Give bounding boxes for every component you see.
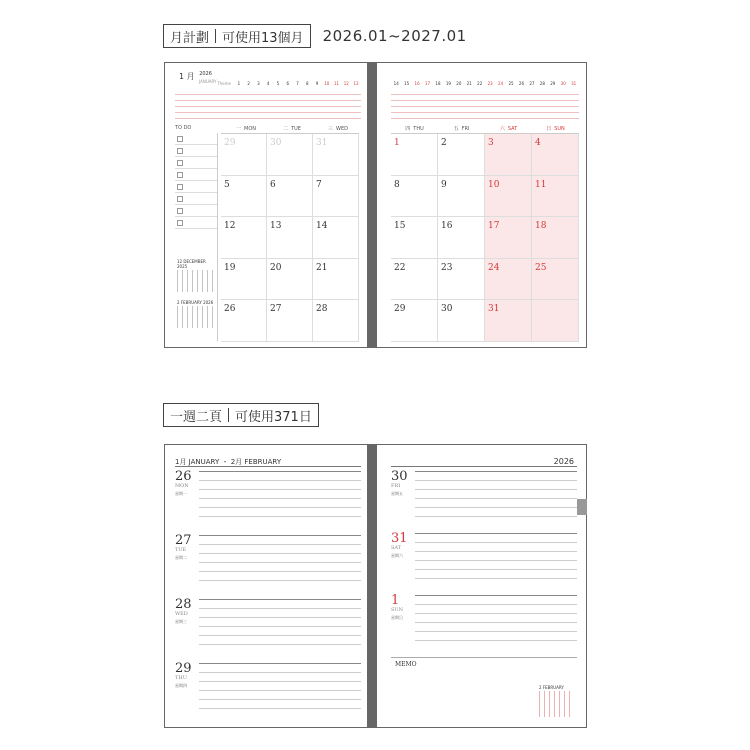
- calendar-day-cell[interactable]: [267, 176, 313, 218]
- weekly-day-en: FRI: [391, 483, 401, 489]
- label-separator: [215, 29, 216, 43]
- weekday-list: [223, 125, 361, 132]
- weekly-note-line: [199, 608, 361, 609]
- weekly-day-cn: 星期一: [175, 491, 187, 496]
- weekly-day-en: SUN: [391, 607, 404, 613]
- weekly-day-en: SAT: [391, 545, 402, 551]
- todo-row[interactable]: [175, 205, 217, 217]
- monthly-label-part2: 可使用13個月: [222, 30, 304, 46]
- weekly-note-line: [199, 562, 361, 563]
- weekly-header-rule-right: [391, 466, 577, 467]
- weekly-day-block[interactable]: [175, 661, 361, 721]
- calendar-day-cell[interactable]: [438, 176, 485, 218]
- day-number: 26: [224, 304, 236, 315]
- memo-label: MEMO: [395, 661, 417, 668]
- weekday-cn: 一: [235, 126, 241, 132]
- checkbox-icon[interactable]: [177, 220, 183, 226]
- tracker-day: 5: [276, 81, 280, 86]
- checkbox-icon[interactable]: [177, 196, 183, 202]
- weekly-label-part2: 可使用371日: [235, 409, 312, 425]
- weekday-cn: 四: [405, 126, 411, 132]
- calendar-day-cell[interactable]: [391, 176, 438, 218]
- day-number: 28: [316, 304, 328, 315]
- tracker-day: 4: [266, 81, 270, 86]
- weekly-note-line: [199, 681, 361, 682]
- day-number: 23: [441, 262, 453, 273]
- day-number: 20: [270, 262, 282, 273]
- day-number: 3: [488, 138, 494, 148]
- tracker-day: 23: [487, 81, 493, 86]
- day-number: 19: [224, 262, 236, 273]
- tracker-header: [175, 81, 361, 89]
- weekly-note-line: [415, 560, 577, 561]
- monthly-label-box: [163, 24, 311, 48]
- weekly-note-line: [199, 516, 361, 517]
- calendar-day-cell[interactable]: [485, 176, 532, 218]
- calendar-day-cell[interactable]: [221, 217, 267, 259]
- tracker-day: 30: [560, 81, 566, 86]
- calendar-day-cell[interactable]: [485, 259, 532, 301]
- weekly-note-line: [199, 544, 361, 545]
- weekly-month-header: 1月 JANUARY ・ 2月 FEBRUARY: [175, 458, 282, 466]
- calendar-day-cell[interactable]: [221, 259, 267, 301]
- todo-column: [175, 133, 218, 341]
- calendar-day-cell[interactable]: [485, 134, 532, 176]
- calendar-day-cell[interactable]: [267, 134, 313, 176]
- weekly-note-line: [415, 640, 577, 641]
- tracker-day: 24: [498, 81, 504, 86]
- weekly-day-number: 29: [175, 661, 192, 676]
- calendar-day-cell[interactable]: [313, 217, 359, 259]
- weekly-note-line: [415, 489, 577, 490]
- weekday-cn: 三: [328, 126, 334, 132]
- weekday-header: [438, 125, 485, 132]
- weekly-note-line: [199, 498, 361, 499]
- tracker-day: 20: [456, 81, 462, 86]
- tracker-day: 18: [435, 81, 441, 86]
- weekly-day-block[interactable]: [175, 597, 361, 657]
- calendar-day-cell[interactable]: [532, 217, 579, 259]
- checkbox-icon[interactable]: [177, 172, 183, 178]
- weekday-en: THU: [413, 125, 424, 132]
- weekly-day-number: 27: [175, 533, 192, 548]
- weekly-spine: [368, 444, 376, 728]
- calendar-day-cell[interactable]: [532, 134, 579, 176]
- tracker-day: 21: [466, 81, 472, 86]
- month-english: JANUARY: [199, 79, 217, 84]
- weekly-day-number: 26: [175, 469, 192, 484]
- tracker-day: 8: [305, 81, 309, 86]
- day-number: 22: [394, 262, 406, 273]
- todo-row[interactable]: [175, 133, 217, 145]
- tracker-day: 31: [571, 81, 577, 86]
- day-number: 31: [316, 138, 328, 148]
- tracker-day: 11: [333, 81, 340, 86]
- day-number: 14: [316, 221, 328, 232]
- calendar-day-cell[interactable]: [267, 300, 313, 342]
- weekly-note-line: [199, 672, 361, 673]
- weekly-note-line: [199, 507, 361, 508]
- todo-row[interactable]: [175, 181, 217, 193]
- habit-tracker-right: [391, 81, 579, 121]
- weekday-header: [532, 125, 579, 132]
- day-number: 16: [441, 221, 453, 232]
- weekly-note-line: [415, 480, 577, 481]
- mini-calendar-feb: [177, 300, 213, 328]
- day-number: 24: [488, 262, 500, 273]
- weekday-en: WED: [336, 125, 348, 132]
- weekly-note-line: [415, 507, 577, 508]
- weekly-note-line: [415, 595, 577, 596]
- calendar-day-cell[interactable]: [438, 217, 485, 259]
- weekly-day-block[interactable]: [391, 593, 577, 651]
- checkbox-icon[interactable]: [177, 160, 183, 166]
- day-number: 18: [535, 221, 547, 232]
- day-number: 31: [488, 304, 500, 315]
- mini-cal-feb-weekly-title: 2 FEBRUARY: [539, 685, 564, 690]
- weekly-day-cn: 星期三: [175, 619, 187, 624]
- calendar-day-cell[interactable]: [391, 217, 438, 259]
- day-number: 8: [394, 179, 400, 190]
- day-number: 29: [224, 138, 236, 148]
- mini-calendar-dec: [177, 259, 217, 292]
- weekday-en: SUN: [554, 125, 565, 132]
- calendar-day-cell[interactable]: [313, 300, 359, 342]
- weekday-en: SAT: [507, 125, 518, 132]
- weekly-note-line: [415, 516, 577, 517]
- weekly-day-cn: 星期二: [175, 555, 187, 560]
- calendar-day-cell[interactable]: [391, 259, 438, 301]
- tracker-day: 13: [353, 81, 359, 86]
- todo-label: TO DO: [175, 125, 192, 131]
- weekly-note-line: [199, 708, 361, 709]
- weekly-note-line: [199, 553, 361, 554]
- day-number: 27: [270, 304, 282, 315]
- tracker-day: 16: [414, 81, 420, 86]
- todo-row[interactable]: [175, 145, 217, 157]
- day-number: 6: [270, 179, 276, 190]
- tracker-day: 7: [296, 81, 299, 86]
- weekly-left-page: [164, 444, 368, 728]
- weekly-note-line: [415, 622, 577, 623]
- tracker-day: 10: [324, 81, 330, 86]
- calendar-day-cell[interactable]: [438, 300, 485, 342]
- label-separator: [228, 408, 229, 422]
- weekly-right-page: [376, 444, 587, 728]
- tracker-day-list: [234, 81, 361, 89]
- calendar-day-cell[interactable]: [532, 259, 579, 301]
- calendar-day-cell[interactable]: [313, 134, 359, 176]
- calendar-day-cell[interactable]: [313, 176, 359, 218]
- weekly-note-line: [415, 471, 577, 472]
- weekly-day-block[interactable]: [175, 469, 361, 529]
- tracker-day: 19: [445, 81, 451, 86]
- calendar-day-cell[interactable]: [221, 134, 267, 176]
- checkbox-icon[interactable]: [177, 148, 183, 154]
- weekly-year: 2026: [553, 457, 574, 466]
- weekly-day-cn: 星期六: [391, 553, 403, 558]
- weekly-note-line: [199, 635, 361, 636]
- tracker-rows-right: [391, 89, 579, 121]
- weekly-day-number: 28: [175, 597, 192, 612]
- calendar-day-cell[interactable]: [485, 300, 532, 342]
- checkbox-icon[interactable]: [177, 184, 183, 190]
- tracker-day: 22: [477, 81, 483, 86]
- weekly-day-block[interactable]: [175, 533, 361, 593]
- todo-row[interactable]: [175, 217, 217, 229]
- todo-row[interactable]: [175, 169, 217, 181]
- weekly-note-line: [199, 644, 361, 645]
- tracker-rows: [175, 89, 361, 121]
- tracker-day: 12: [343, 81, 349, 86]
- weekly-day-en: TUE: [175, 547, 187, 553]
- tracker-day: 2: [247, 81, 250, 86]
- tracker-day: 27: [529, 81, 535, 86]
- day-number: 10: [488, 179, 500, 190]
- weekly-note-line: [199, 480, 361, 481]
- monthly-label-part1: 月計劃: [170, 30, 210, 46]
- day-number: 17: [488, 221, 500, 232]
- monthly-label-row: [163, 24, 467, 48]
- weekday-cn: 五: [453, 126, 459, 132]
- day-number: 1: [394, 138, 400, 148]
- weekday-en: FRI: [461, 125, 470, 132]
- calendar-day-cell[interactable]: [313, 259, 359, 301]
- weekly-note-line: [199, 663, 361, 664]
- weekly-day-en: THU: [175, 675, 187, 681]
- weekday-en: TUE: [291, 125, 301, 132]
- mini-cal-feb-title: 2 FEBRUARY 2026: [177, 300, 214, 305]
- day-number: 25: [535, 262, 547, 273]
- weekly-note-line: [199, 571, 361, 572]
- tracker-day: 1: [237, 81, 241, 86]
- weekly-day-number: 30: [391, 469, 408, 484]
- tracker-day: 6: [286, 81, 289, 86]
- habit-tracker-left: [175, 81, 361, 121]
- day-number: 9: [441, 179, 447, 190]
- month-number: 1 月: [179, 72, 195, 81]
- calendar-day-cell[interactable]: [221, 300, 267, 342]
- day-number: 5: [224, 179, 230, 190]
- weekday-header: [315, 125, 361, 132]
- weekly-label-part1: 一週二頁: [170, 409, 223, 425]
- weekly-day-number: 1: [391, 593, 400, 608]
- day-number: 11: [535, 179, 547, 190]
- weekly-note-line: [415, 578, 577, 579]
- weekday-header: [269, 125, 315, 132]
- weekday-cn: 二: [283, 126, 289, 132]
- calendar-day-cell[interactable]: [221, 176, 267, 218]
- checkbox-icon[interactable]: [177, 208, 183, 214]
- tracker-day: 9: [315, 81, 319, 86]
- weekly-day-cn: 星期五: [391, 491, 403, 496]
- weekly-note-line: [415, 542, 577, 543]
- day-number: 7: [316, 179, 322, 190]
- monthly-date-range: 2026.01~2027.01: [322, 27, 467, 45]
- tracker-day: 29: [550, 81, 556, 86]
- month-grid-right: [391, 133, 579, 342]
- weekday-header: [223, 125, 269, 132]
- tracker-day: 17: [424, 81, 431, 86]
- weekly-note-line: [199, 599, 361, 600]
- weekly-day-cn: 星期日: [391, 615, 403, 620]
- tracker-day: 25: [508, 81, 514, 86]
- weekly-note-line: [415, 613, 577, 614]
- calendar-day-cell[interactable]: [391, 300, 438, 342]
- weekly-day-en: MON: [175, 483, 189, 489]
- weekly-header-rule: [175, 466, 361, 467]
- weekday-header-right: [391, 125, 579, 132]
- day-number: 30: [441, 304, 453, 315]
- month-index-tab: [577, 499, 587, 515]
- weekly-note-line: [415, 551, 577, 552]
- calendar-day-cell[interactable]: [485, 217, 532, 259]
- weekday-header: [391, 125, 438, 132]
- calendar-day-cell[interactable]: [532, 176, 579, 218]
- tracker-day-list-right: [391, 81, 579, 89]
- weekly-note-line: [415, 569, 577, 570]
- calendar-day-cell[interactable]: [267, 217, 313, 259]
- tracker-day: 14: [393, 81, 399, 86]
- tracker-label: Theme: [217, 81, 231, 86]
- weekly-note-line: [199, 580, 361, 581]
- tracker-day: 26: [518, 81, 525, 86]
- weekly-note-line: [199, 489, 361, 490]
- mini-cal-feb-weekly-grid: [539, 691, 573, 717]
- day-number: 29: [394, 304, 406, 315]
- day-number: 21: [316, 262, 328, 273]
- calendar-day-cell[interactable]: [532, 300, 579, 342]
- weekday-header-left: [175, 125, 361, 132]
- checkbox-icon[interactable]: [177, 136, 183, 142]
- weekly-day-block[interactable]: [391, 531, 577, 589]
- todo-row[interactable]: [175, 157, 217, 169]
- monthly-left-page: [164, 62, 368, 348]
- tracker-day: 15: [404, 81, 410, 86]
- weekly-label-row: [163, 403, 319, 427]
- weekly-note-line: [199, 471, 361, 472]
- weekly-note-line: [415, 631, 577, 632]
- mini-cal-dec-title: 12 DECEMBER 2025: [177, 259, 206, 269]
- weekly-note-line: [199, 690, 361, 691]
- todo-list: [175, 133, 217, 229]
- calendar-day-cell[interactable]: [267, 259, 313, 301]
- weekly-day-block[interactable]: [391, 469, 577, 527]
- weekly-note-line: [199, 617, 361, 618]
- day-number: 4: [535, 138, 541, 148]
- calendar-day-cell[interactable]: [438, 259, 485, 301]
- day-number: 30: [270, 138, 282, 148]
- mini-cal-dec-grid: [177, 270, 213, 292]
- weekly-day-number: 31: [391, 531, 408, 546]
- weekly-note-line: [199, 699, 361, 700]
- weekday-cn: 六: [499, 126, 505, 132]
- weekly-note-line: [415, 498, 577, 499]
- todo-row[interactable]: [175, 193, 217, 205]
- monthly-right-page: [376, 62, 587, 348]
- weekday-en: MON: [244, 125, 256, 132]
- weekly-note-line: [199, 535, 361, 536]
- memo-rule: [391, 657, 577, 658]
- day-number: 15: [394, 221, 406, 232]
- day-number: 2: [441, 138, 447, 148]
- month-grid-left: [221, 133, 359, 342]
- weekly-label-box: [163, 403, 319, 427]
- tracker-day: 28: [539, 81, 545, 86]
- mini-calendar-feb-weekly: [539, 685, 573, 717]
- weekday-cn: 日: [546, 126, 552, 132]
- day-number: 12: [224, 221, 236, 232]
- month-year: 2026: [199, 71, 212, 77]
- weekly-day-cn: 星期四: [175, 683, 187, 688]
- weekly-note-line: [415, 604, 577, 605]
- mini-cal-feb-grid: [177, 306, 213, 328]
- tracker-day: 3: [257, 81, 260, 86]
- day-number: 13: [270, 221, 282, 232]
- weekly-day-en: WED: [175, 611, 188, 617]
- weekday-header: [485, 125, 532, 132]
- calendar-day-cell[interactable]: [438, 134, 485, 176]
- calendar-day-cell[interactable]: [391, 134, 438, 176]
- weekly-note-line: [199, 626, 361, 627]
- weekly-note-line: [415, 533, 577, 534]
- monthly-spine: [368, 62, 376, 348]
